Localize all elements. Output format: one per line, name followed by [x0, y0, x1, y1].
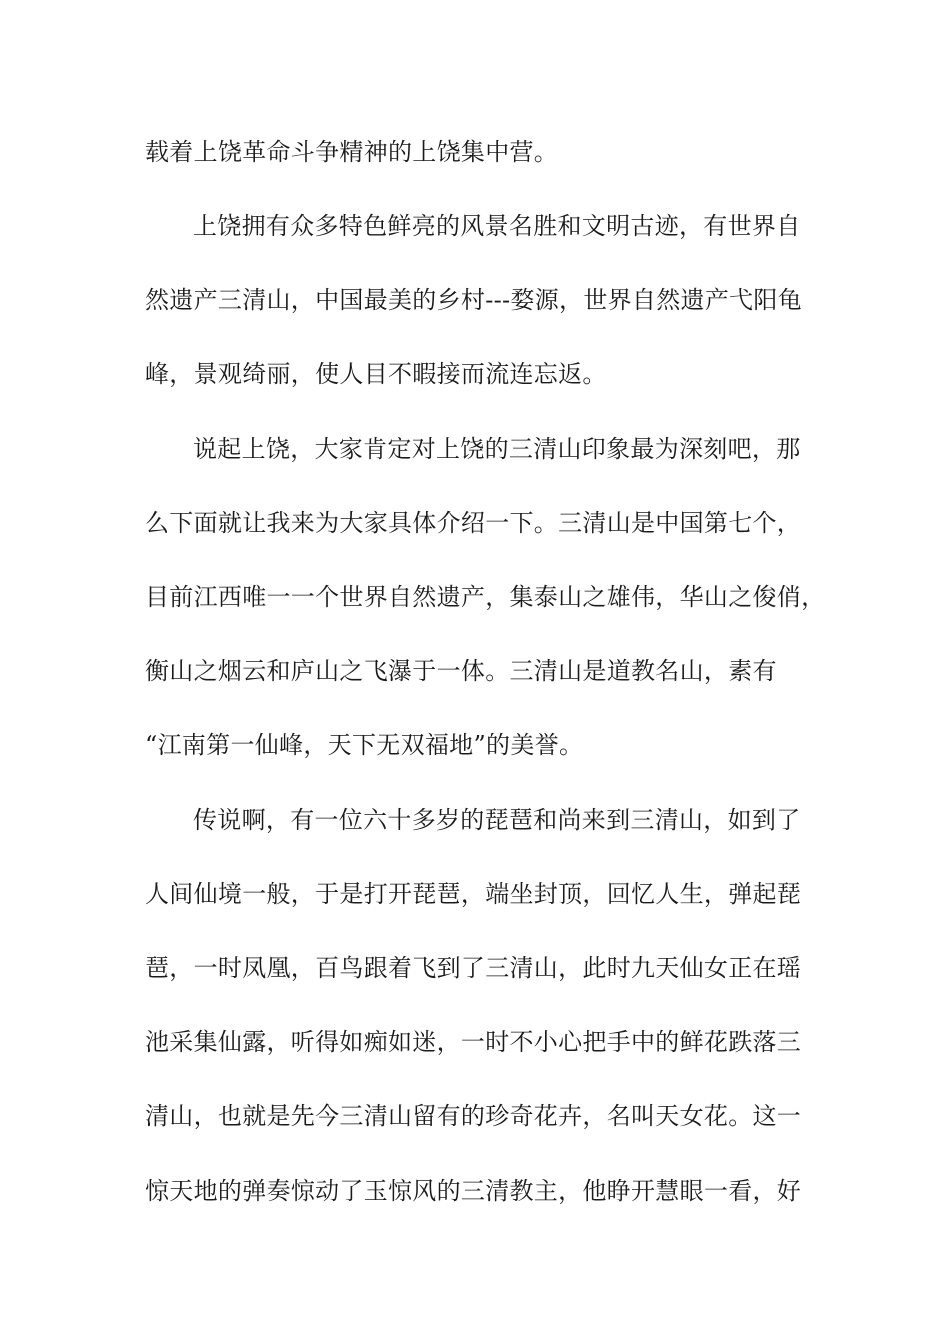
text-line: 目前江西唯一一个世界自然遗产，集泰山之雄伟，华山之俊俏，: [145, 583, 826, 611]
text-line: 清山，也就是先今三清山留有的珍奇花卉，名叫天女花。这一: [145, 1102, 802, 1130]
text-line: 峰，景观绮丽，使人目不暇接而流连忘返。: [145, 360, 607, 388]
paragraph-first-line: 传说啊，有一位六十多岁的琵琶和尚来到三清山，如到了: [193, 806, 801, 834]
text-line: 人间仙境一般，于是打开琵琶，端坐封顶，回忆人生，弹起琵: [145, 880, 802, 908]
paragraph-first-line: 上饶拥有众多特色鲜亮的风景名胜和文明古迹，有世界自: [193, 212, 801, 240]
text-line: “江南第一仙峰，天下无双福地”的美誉。: [145, 731, 584, 759]
text-line: 然遗产三清山，中国最美的乡村---婺源，世界自然遗产弋阳龟: [145, 286, 803, 314]
paragraph-first-line: 说起上饶，大家肯定对上饶的三清山印象最为深刻吧，那: [193, 435, 801, 463]
text-line: 衡山之烟云和庐山之飞瀑于一体。三清山是道教名山，素有: [145, 657, 777, 685]
text-line: 么下面就让我来为大家具体介绍一下。三清山是中国第七个，: [145, 509, 802, 537]
text-line: 琶，一时凤凰，百鸟跟着飞到了三清山，此时九天仙女正在瑶: [145, 954, 802, 982]
text-line: 池采集仙露，听得如痴如迷，一时不小心把手中的鲜花跌落三: [145, 1028, 802, 1056]
text-line: 载着上饶革命斗争精神的上饶集中营。: [145, 138, 559, 166]
text-line: 惊天地的弹奏惊动了玉惊风的三清教主，他睁开慧眼一看，好: [145, 1177, 802, 1205]
